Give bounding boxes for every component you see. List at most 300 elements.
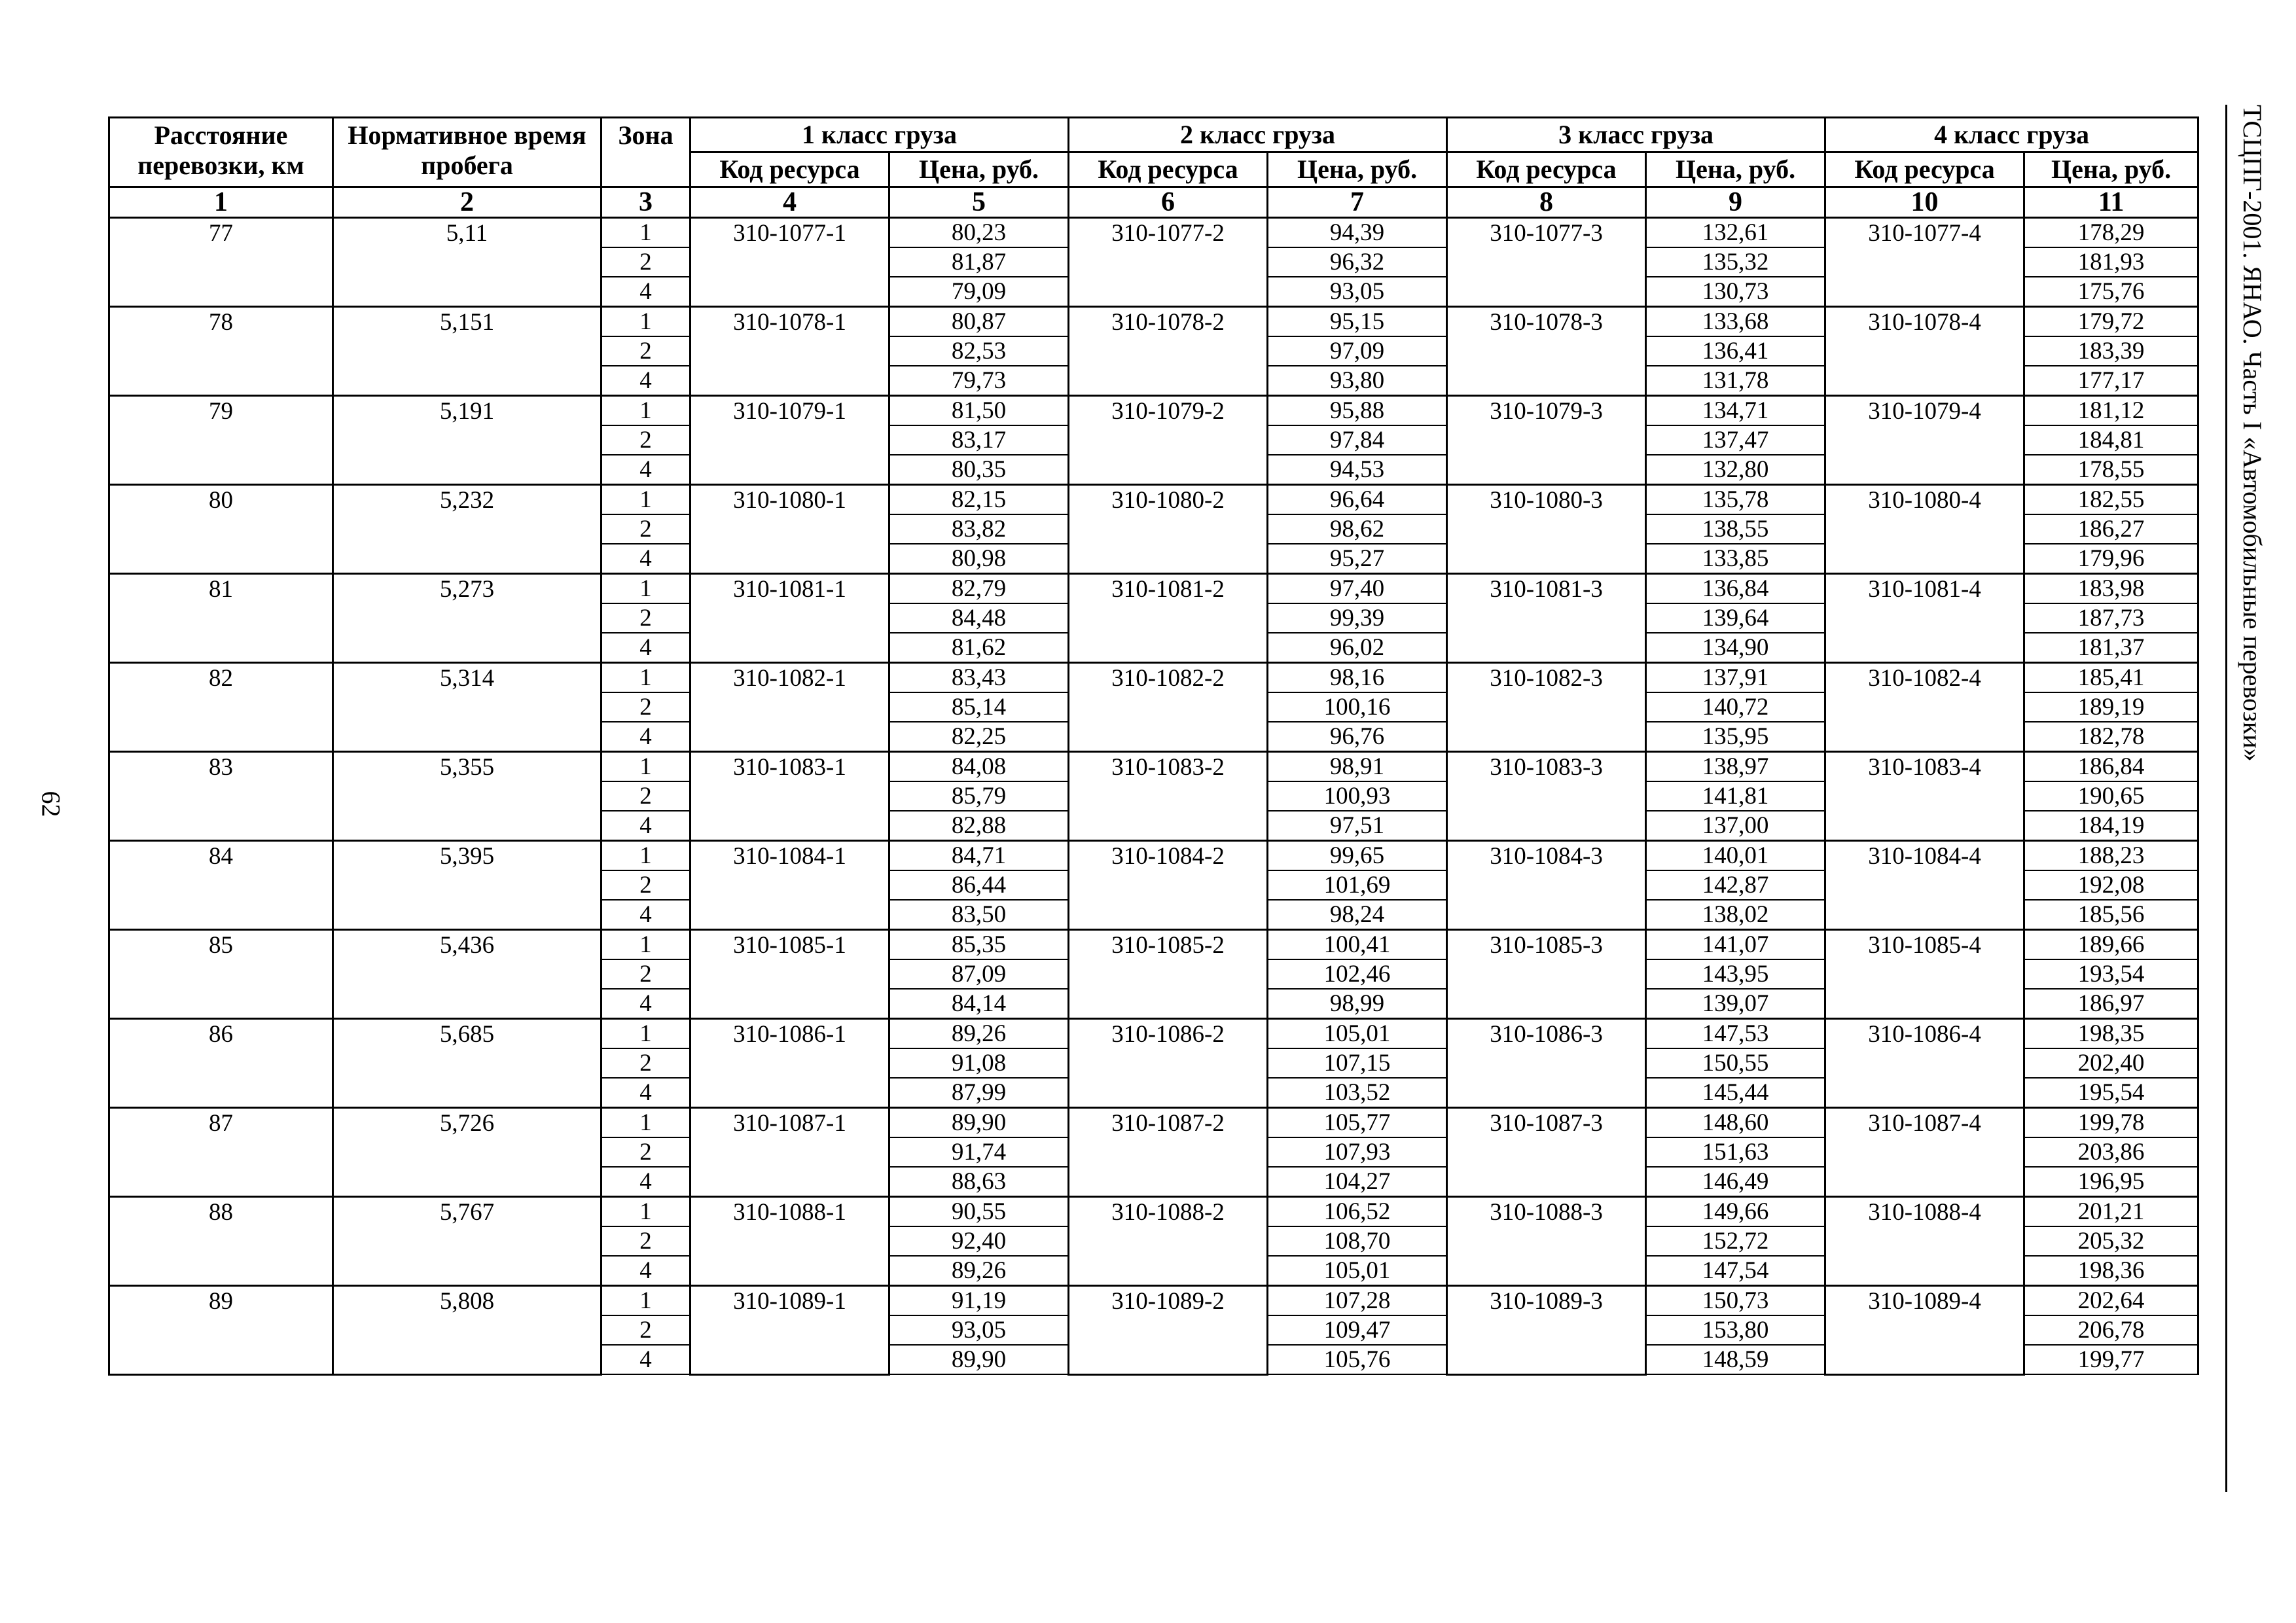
price-cell: 95,15 — [1268, 307, 1447, 337]
resource-code-cell: 310-1082-2 — [1069, 663, 1268, 752]
resource-code-cell: 310-1081-2 — [1069, 574, 1268, 663]
resource-code-cell: 310-1088-1 — [691, 1197, 889, 1286]
resource-code-cell: 310-1077-1 — [691, 218, 889, 307]
price-cell: 81,62 — [889, 633, 1069, 663]
price-cell: 202,40 — [2024, 1048, 2198, 1078]
price-cell: 84,71 — [889, 841, 1069, 871]
zone-cell: 1 — [601, 1286, 691, 1316]
price-cell: 80,23 — [889, 218, 1069, 248]
resource-code-cell: 310-1085-2 — [1069, 930, 1268, 1019]
price-cell: 184,19 — [2024, 811, 2198, 841]
price-cell: 201,21 — [2024, 1197, 2198, 1227]
zone-cell: 2 — [601, 247, 691, 277]
zone-cell: 4 — [601, 1167, 691, 1197]
resource-code-cell: 310-1082-4 — [1825, 663, 2024, 752]
price-cell: 198,36 — [2024, 1256, 2198, 1286]
price-cell: 189,66 — [2024, 930, 2198, 960]
resource-code-cell: 310-1081-1 — [691, 574, 889, 663]
resource-code-cell: 310-1082-3 — [1447, 663, 1646, 752]
price-cell: 83,43 — [889, 663, 1069, 693]
price-cell: 98,99 — [1268, 989, 1447, 1019]
price-cell: 136,41 — [1646, 336, 1825, 366]
resource-code-cell: 310-1088-3 — [1447, 1197, 1646, 1286]
price-cell: 100,93 — [1268, 781, 1447, 811]
column-number: 11 — [2024, 187, 2198, 218]
zone-cell: 1 — [601, 930, 691, 960]
price-cell: 153,80 — [1646, 1315, 1825, 1345]
distance-cell: 81 — [109, 574, 333, 663]
zone-cell: 4 — [601, 900, 691, 930]
table-body — [109, 218, 2198, 1375]
time-cell: 5,685 — [333, 1019, 601, 1108]
price-cell: 190,65 — [2024, 781, 2198, 811]
price-cell: 87,99 — [889, 1078, 1069, 1108]
distance-cell: 88 — [109, 1197, 333, 1286]
resource-code-cell: 310-1080-1 — [691, 485, 889, 574]
column-number-row — [109, 187, 2198, 218]
price-cell: 94,39 — [1268, 218, 1447, 248]
zone-cell: 4 — [601, 455, 691, 485]
price-cell: 192,08 — [2024, 870, 2198, 900]
distance-cell: 82 — [109, 663, 333, 752]
resource-code-cell: 310-1079-2 — [1069, 396, 1268, 485]
table-row — [109, 841, 2198, 871]
table-row — [109, 307, 2198, 337]
price-cell: 148,59 — [1646, 1345, 1825, 1374]
price-cell: 186,97 — [2024, 989, 2198, 1019]
distance-cell: 77 — [109, 218, 333, 307]
zone-cell: 1 — [601, 841, 691, 871]
time-cell: 5,355 — [333, 752, 601, 841]
price-cell: 88,63 — [889, 1167, 1069, 1197]
time-cell: 5,726 — [333, 1108, 601, 1197]
price-cell: 82,79 — [889, 574, 1069, 604]
price-cell: 135,95 — [1646, 722, 1825, 752]
table-row — [109, 574, 2198, 604]
resource-code-cell: 310-1085-3 — [1447, 930, 1646, 1019]
zone-cell: 1 — [601, 218, 691, 248]
price-cell: 81,50 — [889, 396, 1069, 426]
resource-code-cell: 310-1078-4 — [1825, 307, 2024, 396]
header-class-1: 1 класс груза — [691, 118, 1069, 152]
distance-cell: 85 — [109, 930, 333, 1019]
zone-cell: 1 — [601, 307, 691, 337]
zone-cell: 2 — [601, 603, 691, 633]
price-cell: 182,78 — [2024, 722, 2198, 752]
price-cell: 195,54 — [2024, 1078, 2198, 1108]
price-cell: 181,37 — [2024, 633, 2198, 663]
price-cell: 140,01 — [1646, 841, 1825, 871]
price-cell: 133,68 — [1646, 307, 1825, 337]
header-code: Код ресурса — [1825, 152, 2024, 187]
zone-cell: 4 — [601, 1345, 691, 1374]
resource-code-cell: 310-1082-1 — [691, 663, 889, 752]
price-cell: 93,05 — [1268, 277, 1447, 307]
price-cell: 181,12 — [2024, 396, 2198, 426]
column-number: 8 — [1447, 187, 1646, 218]
price-cell: 82,25 — [889, 722, 1069, 752]
column-number: 4 — [691, 187, 889, 218]
time-cell: 5,436 — [333, 930, 601, 1019]
zone-cell: 2 — [601, 336, 691, 366]
header-zone: Зона — [601, 118, 691, 187]
price-cell: 179,72 — [2024, 307, 2198, 337]
zone-cell: 4 — [601, 633, 691, 663]
zone-cell: 2 — [601, 425, 691, 455]
price-cell: 95,27 — [1268, 544, 1447, 574]
price-cell: 137,91 — [1646, 663, 1825, 693]
price-cell: 202,64 — [2024, 1286, 2198, 1316]
resource-code-cell: 310-1083-1 — [691, 752, 889, 841]
price-cell: 181,93 — [2024, 247, 2198, 277]
price-cell: 80,87 — [889, 307, 1069, 337]
resource-code-cell: 310-1089-3 — [1447, 1286, 1646, 1375]
price-cell: 85,35 — [889, 930, 1069, 960]
price-cell: 84,14 — [889, 989, 1069, 1019]
price-cell: 133,85 — [1646, 544, 1825, 574]
price-cell: 185,56 — [2024, 900, 2198, 930]
resource-code-cell: 310-1088-2 — [1069, 1197, 1268, 1286]
price-cell: 178,29 — [2024, 218, 2198, 248]
header-price: Цена, руб. — [889, 152, 1069, 187]
resource-code-cell: 310-1084-3 — [1447, 841, 1646, 930]
resource-code-cell: 310-1087-3 — [1447, 1108, 1646, 1197]
price-cell: 98,24 — [1268, 900, 1447, 930]
resource-code-cell: 310-1079-4 — [1825, 396, 2024, 485]
resource-code-cell: 310-1086-3 — [1447, 1019, 1646, 1108]
price-table — [108, 116, 2199, 1376]
side-header-rule — [2225, 105, 2227, 1492]
zone-cell: 1 — [601, 574, 691, 604]
price-cell: 188,23 — [2024, 841, 2198, 871]
resource-code-cell: 310-1087-1 — [691, 1108, 889, 1197]
table-row — [109, 1286, 2198, 1316]
price-cell: 109,47 — [1268, 1315, 1447, 1345]
price-cell: 81,87 — [889, 247, 1069, 277]
price-cell: 105,01 — [1268, 1019, 1447, 1049]
zone-cell: 4 — [601, 1078, 691, 1108]
time-cell: 5,395 — [333, 841, 601, 930]
price-cell: 99,39 — [1268, 603, 1447, 633]
price-cell: 92,40 — [889, 1226, 1069, 1256]
zone-cell: 2 — [601, 781, 691, 811]
price-cell: 132,80 — [1646, 455, 1825, 485]
zone-cell: 1 — [601, 1108, 691, 1138]
table-row — [109, 663, 2198, 693]
price-cell: 93,05 — [889, 1315, 1069, 1345]
time-cell: 5,314 — [333, 663, 601, 752]
price-cell: 183,39 — [2024, 336, 2198, 366]
price-cell: 100,41 — [1268, 930, 1447, 960]
price-cell: 130,73 — [1646, 277, 1825, 307]
price-cell: 82,53 — [889, 336, 1069, 366]
price-cell: 199,78 — [2024, 1108, 2198, 1138]
distance-cell: 86 — [109, 1019, 333, 1108]
price-cell: 86,44 — [889, 870, 1069, 900]
price-cell: 94,53 — [1268, 455, 1447, 485]
price-cell: 82,15 — [889, 485, 1069, 515]
resource-code-cell: 310-1080-2 — [1069, 485, 1268, 574]
price-cell: 84,08 — [889, 752, 1069, 782]
resource-code-cell: 310-1086-2 — [1069, 1019, 1268, 1108]
price-cell: 98,62 — [1268, 514, 1447, 544]
price-cell: 185,41 — [2024, 663, 2198, 693]
price-cell: 89,90 — [889, 1108, 1069, 1138]
resource-code-cell: 310-1089-2 — [1069, 1286, 1268, 1375]
price-cell: 131,78 — [1646, 366, 1825, 396]
header-class-3: 3 класс груза — [1447, 118, 1825, 152]
price-cell: 107,93 — [1268, 1137, 1447, 1167]
header-distance: Расстояние перевозки, км — [109, 118, 333, 187]
price-cell: 100,16 — [1268, 692, 1447, 722]
column-number: 6 — [1069, 187, 1268, 218]
resource-code-cell: 310-1083-2 — [1069, 752, 1268, 841]
price-cell: 106,52 — [1268, 1197, 1447, 1227]
distance-cell: 83 — [109, 752, 333, 841]
price-cell: 91,08 — [889, 1048, 1069, 1078]
zone-cell: 1 — [601, 1019, 691, 1049]
price-cell: 103,52 — [1268, 1078, 1447, 1108]
price-cell: 152,72 — [1646, 1226, 1825, 1256]
header-code: Код ресурса — [1447, 152, 1646, 187]
resource-code-cell: 310-1087-4 — [1825, 1108, 2024, 1197]
price-cell: 107,15 — [1268, 1048, 1447, 1078]
zone-cell: 2 — [601, 692, 691, 722]
zone-cell: 2 — [601, 1048, 691, 1078]
price-cell: 96,64 — [1268, 485, 1447, 515]
resource-code-cell: 310-1080-4 — [1825, 485, 2024, 574]
zone-cell: 4 — [601, 277, 691, 307]
table-row — [109, 1019, 2198, 1049]
price-cell: 151,63 — [1646, 1137, 1825, 1167]
price-cell: 193,54 — [2024, 959, 2198, 989]
zone-cell: 2 — [601, 1226, 691, 1256]
price-cell: 84,48 — [889, 603, 1069, 633]
price-cell: 80,98 — [889, 544, 1069, 574]
price-cell: 87,09 — [889, 959, 1069, 989]
price-cell: 138,55 — [1646, 514, 1825, 544]
column-number: 3 — [601, 187, 691, 218]
resource-code-cell: 310-1077-2 — [1069, 218, 1268, 307]
price-cell: 198,35 — [2024, 1019, 2198, 1049]
distance-cell: 78 — [109, 307, 333, 396]
price-cell: 134,90 — [1646, 633, 1825, 663]
price-cell: 135,78 — [1646, 485, 1825, 515]
resource-code-cell: 310-1084-2 — [1069, 841, 1268, 930]
price-cell: 90,55 — [889, 1197, 1069, 1227]
price-cell: 105,01 — [1268, 1256, 1447, 1286]
price-cell: 85,79 — [889, 781, 1069, 811]
page-number: 62 — [36, 791, 66, 817]
price-cell: 199,77 — [2024, 1345, 2198, 1374]
price-cell: 186,84 — [2024, 752, 2198, 782]
time-cell: 5,151 — [333, 307, 601, 396]
distance-cell: 84 — [109, 841, 333, 930]
table-row — [109, 1197, 2198, 1227]
price-cell: 89,90 — [889, 1345, 1069, 1374]
price-cell: 182,55 — [2024, 485, 2198, 515]
price-cell: 104,27 — [1268, 1167, 1447, 1197]
price-cell: 206,78 — [2024, 1315, 2198, 1345]
zone-cell: 1 — [601, 663, 691, 693]
zone-cell: 2 — [601, 514, 691, 544]
header-class-4: 4 класс груза — [1825, 118, 2198, 152]
resource-code-cell: 310-1080-3 — [1447, 485, 1646, 574]
price-cell: 132,61 — [1646, 218, 1825, 248]
price-cell: 96,76 — [1268, 722, 1447, 752]
resource-code-cell: 310-1084-1 — [691, 841, 889, 930]
price-cell: 107,28 — [1268, 1286, 1447, 1316]
price-cell: 89,26 — [889, 1256, 1069, 1286]
price-cell: 147,53 — [1646, 1019, 1825, 1049]
table-row — [109, 930, 2198, 960]
header-price: Цена, руб. — [2024, 152, 2198, 187]
price-cell: 82,88 — [889, 811, 1069, 841]
price-cell: 97,51 — [1268, 811, 1447, 841]
time-cell: 5,232 — [333, 485, 601, 574]
price-cell: 83,82 — [889, 514, 1069, 544]
header-price: Цена, руб. — [1268, 152, 1447, 187]
price-cell: 102,46 — [1268, 959, 1447, 989]
resource-code-cell: 310-1077-3 — [1447, 218, 1646, 307]
resource-code-cell: 310-1086-1 — [691, 1019, 889, 1108]
price-cell: 98,16 — [1268, 663, 1447, 693]
zone-cell: 1 — [601, 1197, 691, 1227]
resource-code-cell: 310-1089-1 — [691, 1286, 889, 1375]
price-cell: 96,32 — [1268, 247, 1447, 277]
price-cell: 178,55 — [2024, 455, 2198, 485]
price-cell: 150,55 — [1646, 1048, 1825, 1078]
price-cell: 91,74 — [889, 1137, 1069, 1167]
price-cell: 205,32 — [2024, 1226, 2198, 1256]
price-cell: 196,95 — [2024, 1167, 2198, 1197]
zone-cell: 1 — [601, 485, 691, 515]
price-cell: 105,76 — [1268, 1345, 1447, 1374]
header-time: Нормативное время пробега — [333, 118, 601, 187]
time-cell: 5,191 — [333, 396, 601, 485]
price-cell: 186,27 — [2024, 514, 2198, 544]
resource-code-cell: 310-1078-2 — [1069, 307, 1268, 396]
resource-code-cell: 310-1085-1 — [691, 930, 889, 1019]
table-row — [109, 485, 2198, 515]
price-cell: 80,35 — [889, 455, 1069, 485]
price-cell: 203,86 — [2024, 1137, 2198, 1167]
price-cell: 150,73 — [1646, 1286, 1825, 1316]
price-cell: 99,65 — [1268, 841, 1447, 871]
column-number: 2 — [333, 187, 601, 218]
price-cell: 136,84 — [1646, 574, 1825, 604]
price-cell: 135,32 — [1646, 247, 1825, 277]
price-cell: 177,17 — [2024, 366, 2198, 396]
price-cell: 139,64 — [1646, 603, 1825, 633]
price-cell: 91,19 — [889, 1286, 1069, 1316]
resource-code-cell: 310-1089-4 — [1825, 1286, 2024, 1375]
resource-code-cell: 310-1088-4 — [1825, 1197, 2024, 1286]
price-cell: 98,91 — [1268, 752, 1447, 782]
price-cell: 138,02 — [1646, 900, 1825, 930]
price-cell: 108,70 — [1268, 1226, 1447, 1256]
price-cell: 97,09 — [1268, 336, 1447, 366]
distance-cell: 87 — [109, 1108, 333, 1197]
zone-cell: 1 — [601, 752, 691, 782]
price-cell: 83,50 — [889, 900, 1069, 930]
price-cell: 83,17 — [889, 425, 1069, 455]
column-number: 10 — [1825, 187, 2024, 218]
zone-cell: 2 — [601, 870, 691, 900]
price-cell: 184,81 — [2024, 425, 2198, 455]
price-cell: 179,96 — [2024, 544, 2198, 574]
price-cell: 89,26 — [889, 1019, 1069, 1049]
price-cell: 145,44 — [1646, 1078, 1825, 1108]
price-cell: 79,09 — [889, 277, 1069, 307]
zone-cell: 4 — [601, 722, 691, 752]
price-cell: 175,76 — [2024, 277, 2198, 307]
price-cell: 85,14 — [889, 692, 1069, 722]
price-cell: 143,95 — [1646, 959, 1825, 989]
zone-cell: 4 — [601, 811, 691, 841]
price-cell: 137,47 — [1646, 425, 1825, 455]
resource-code-cell: 310-1077-4 — [1825, 218, 2024, 307]
resource-code-cell: 310-1083-4 — [1825, 752, 2024, 841]
price-cell: 146,49 — [1646, 1167, 1825, 1197]
zone-cell: 4 — [601, 989, 691, 1019]
time-cell: 5,273 — [333, 574, 601, 663]
resource-code-cell: 310-1083-3 — [1447, 752, 1646, 841]
distance-cell: 89 — [109, 1286, 333, 1375]
column-number: 5 — [889, 187, 1069, 218]
zone-cell: 4 — [601, 1256, 691, 1286]
resource-code-cell: 310-1081-3 — [1447, 574, 1646, 663]
zone-cell: 2 — [601, 959, 691, 989]
resource-code-cell: 310-1087-2 — [1069, 1108, 1268, 1197]
resource-code-cell: 310-1078-3 — [1447, 307, 1646, 396]
price-cell: 134,71 — [1646, 396, 1825, 426]
price-cell: 138,97 — [1646, 752, 1825, 782]
price-cell: 97,84 — [1268, 425, 1447, 455]
header-code: Код ресурса — [691, 152, 889, 187]
resource-code-cell: 310-1084-4 — [1825, 841, 2024, 930]
price-cell: 139,07 — [1646, 989, 1825, 1019]
zone-cell: 4 — [601, 544, 691, 574]
resource-code-cell: 310-1079-1 — [691, 396, 889, 485]
price-cell: 183,98 — [2024, 574, 2198, 604]
header-price: Цена, руб. — [1646, 152, 1825, 187]
resource-code-cell: 310-1085-4 — [1825, 930, 2024, 1019]
price-cell: 140,72 — [1646, 692, 1825, 722]
price-cell: 79,73 — [889, 366, 1069, 396]
side-header: ТСЦПГ-2001. ЯНАО. Часть I «Автомобильные перевозки» — [2238, 105, 2267, 762]
column-number: 7 — [1268, 187, 1447, 218]
header-class-2: 2 класс груза — [1069, 118, 1447, 152]
price-cell: 96,02 — [1268, 633, 1447, 663]
table-row — [109, 396, 2198, 426]
distance-cell: 79 — [109, 396, 333, 485]
table-row — [109, 218, 2198, 248]
column-number: 1 — [109, 187, 333, 218]
price-cell: 105,77 — [1268, 1108, 1447, 1138]
price-cell: 147,54 — [1646, 1256, 1825, 1286]
zone-cell: 2 — [601, 1137, 691, 1167]
price-cell: 101,69 — [1268, 870, 1447, 900]
zone-cell: 1 — [601, 396, 691, 426]
column-number: 9 — [1646, 187, 1825, 218]
price-cell: 149,66 — [1646, 1197, 1825, 1227]
time-cell: 5,808 — [333, 1286, 601, 1375]
resource-code-cell: 310-1081-4 — [1825, 574, 2024, 663]
zone-cell: 2 — [601, 1315, 691, 1345]
price-cell: 97,40 — [1268, 574, 1447, 604]
price-cell: 189,19 — [2024, 692, 2198, 722]
